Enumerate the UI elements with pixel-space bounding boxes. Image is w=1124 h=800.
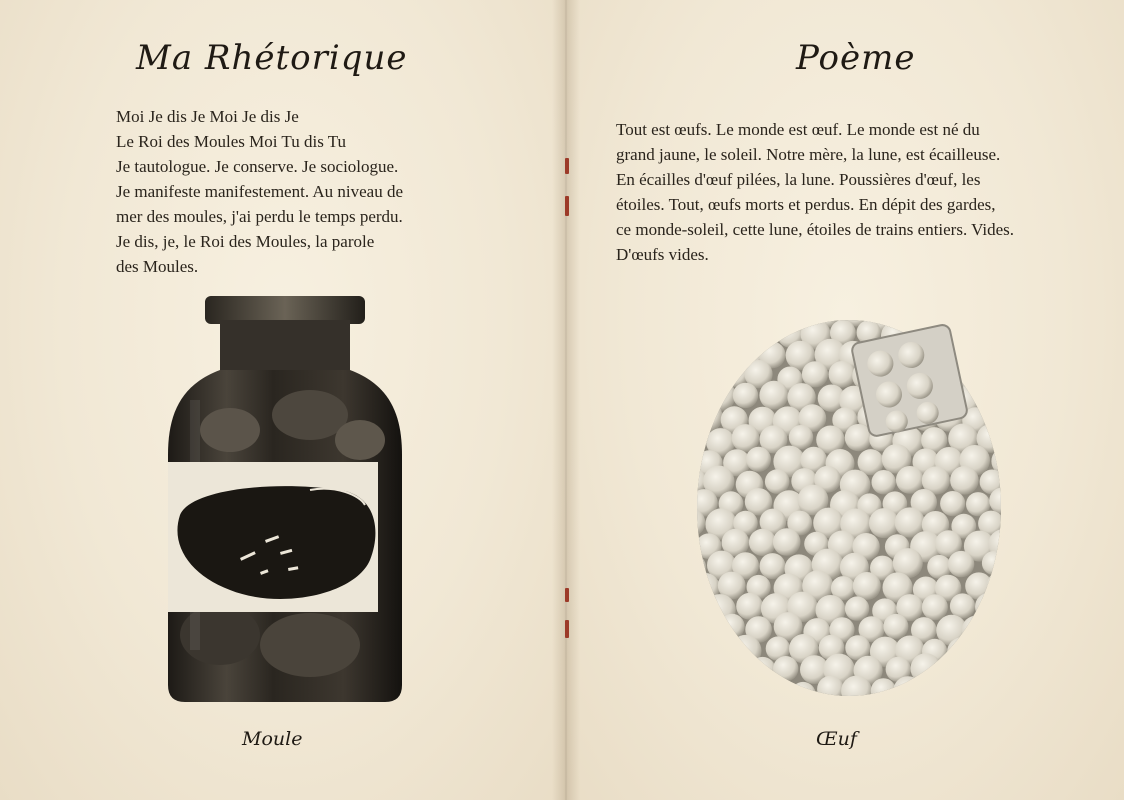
egg-ball bbox=[802, 361, 828, 387]
egg-ball bbox=[694, 592, 710, 619]
staple-top-2 bbox=[565, 196, 569, 216]
egg-ball bbox=[705, 380, 736, 411]
egg-ball bbox=[869, 508, 899, 538]
egg-ball bbox=[911, 653, 942, 684]
egg-ball bbox=[710, 641, 734, 665]
poem-line: D'œufs vides. bbox=[616, 245, 709, 264]
egg-ball bbox=[962, 616, 991, 645]
egg-ball bbox=[853, 572, 881, 600]
egg-ball bbox=[694, 308, 706, 327]
egg-ball bbox=[708, 343, 739, 374]
poem-line: Je tautologue. Je conserve. Je sociologue. bbox=[116, 157, 399, 176]
egg-ball bbox=[923, 679, 953, 698]
egg-ball bbox=[950, 593, 975, 618]
egg-ball bbox=[975, 593, 1003, 621]
egg-ball bbox=[990, 360, 1004, 391]
poem-line: Le Roi des Moules Moi Tu dis Tu bbox=[116, 132, 347, 151]
egg-ball bbox=[947, 637, 976, 666]
egg-ball bbox=[746, 447, 771, 472]
poem-line: grand jaune, le soleil. Notre mère, la lune, est écailleuse. bbox=[616, 145, 1001, 164]
egg-ball bbox=[845, 596, 869, 620]
egg-ball bbox=[952, 308, 977, 325]
poem-line: ce monde-soleil, cette lune, étoiles de trains entiers. Vides. bbox=[616, 220, 1015, 239]
egg-ball bbox=[736, 593, 763, 620]
egg-ball bbox=[977, 680, 1004, 698]
right-poem bbox=[616, 117, 1096, 267]
staple-bottom-2 bbox=[565, 620, 569, 638]
egg-ball bbox=[722, 657, 750, 685]
egg-ball bbox=[746, 325, 772, 351]
egg-ball bbox=[694, 386, 708, 412]
egg-ball bbox=[759, 381, 788, 410]
egg-ball bbox=[694, 637, 708, 667]
egg-ball bbox=[948, 551, 974, 577]
egg-ball bbox=[964, 322, 990, 348]
staple-top bbox=[565, 158, 569, 174]
right-page bbox=[566, 0, 1124, 800]
poem-line: étoiles. Tout, œufs morts et perdus. En dépit des gardes, bbox=[616, 195, 996, 214]
egg-ball bbox=[974, 634, 1003, 663]
egg-ball bbox=[992, 697, 1004, 698]
egg-ball bbox=[694, 612, 721, 641]
egg-ball bbox=[731, 308, 760, 331]
egg-ball bbox=[892, 308, 924, 330]
poem-line: Tout est œufs. Le monde est œuf. Le monde est né du bbox=[616, 120, 980, 139]
poem-line: Moi Je dis Je Moi Je dis Je bbox=[116, 107, 299, 126]
egg-ball bbox=[829, 361, 856, 388]
egg-ball bbox=[773, 656, 798, 681]
egg-ball bbox=[993, 406, 1004, 433]
left-page-title: Ma Rhétorique bbox=[136, 38, 408, 78]
egg-ball bbox=[935, 658, 960, 683]
egg-ball bbox=[883, 614, 908, 639]
right-image-caption: Œuf bbox=[816, 728, 857, 750]
egg-ball bbox=[896, 466, 924, 494]
staple-bottom bbox=[565, 588, 569, 602]
egg-ball bbox=[694, 676, 709, 698]
egg-ball bbox=[730, 635, 762, 667]
egg-ball bbox=[759, 308, 789, 328]
egg-ball bbox=[789, 308, 817, 326]
egg-ball bbox=[872, 470, 896, 494]
egg-ball bbox=[922, 594, 948, 620]
egg-ball bbox=[706, 308, 734, 328]
egg-ball bbox=[720, 614, 745, 639]
egg-ball bbox=[789, 425, 813, 449]
egg-ball bbox=[950, 466, 979, 495]
book-gutter bbox=[552, 0, 580, 800]
poem-line: des Moules. bbox=[116, 257, 199, 276]
egg-ball bbox=[950, 674, 981, 698]
egg-ball bbox=[979, 384, 1004, 415]
egg-ball bbox=[940, 491, 965, 516]
egg-ball bbox=[994, 656, 1004, 681]
egg-ball bbox=[733, 680, 759, 698]
egg-ball bbox=[694, 696, 723, 698]
right-page-title: Poème bbox=[796, 38, 916, 78]
egg-ball bbox=[749, 657, 775, 683]
egg-ball bbox=[695, 366, 721, 392]
egg-ball bbox=[749, 529, 776, 556]
egg-pile-photo bbox=[694, 308, 1004, 698]
egg-ball bbox=[964, 658, 991, 685]
egg-ball bbox=[883, 695, 914, 698]
egg-ball bbox=[961, 696, 993, 698]
poem-line: En écailles d'œuf pilées, la lune. Poussières d'œuf, les bbox=[616, 170, 981, 189]
egg-ball bbox=[733, 383, 758, 408]
egg-ball bbox=[991, 617, 1004, 647]
poem-line: Je dis, je, le Roi des Moules, la parole bbox=[116, 232, 375, 251]
egg-ball bbox=[708, 679, 738, 698]
left-image-caption: Moule bbox=[242, 728, 303, 750]
egg-ball bbox=[974, 342, 1004, 372]
left-poem bbox=[116, 104, 466, 279]
egg-ball bbox=[694, 656, 718, 683]
egg-ball bbox=[990, 324, 1004, 349]
egg-ball bbox=[773, 528, 801, 556]
poem-line: mer des moules, j'ai perdu le temps perdu. bbox=[116, 207, 403, 226]
mussel-jar-photo bbox=[160, 290, 410, 710]
egg-ball bbox=[981, 308, 1004, 327]
egg-ball bbox=[694, 342, 708, 373]
egg-ball bbox=[695, 321, 720, 346]
egg-ball bbox=[765, 469, 790, 494]
egg-ball bbox=[722, 321, 749, 348]
poem-line: Je manifeste manifestement. Au niveau de bbox=[116, 182, 404, 201]
